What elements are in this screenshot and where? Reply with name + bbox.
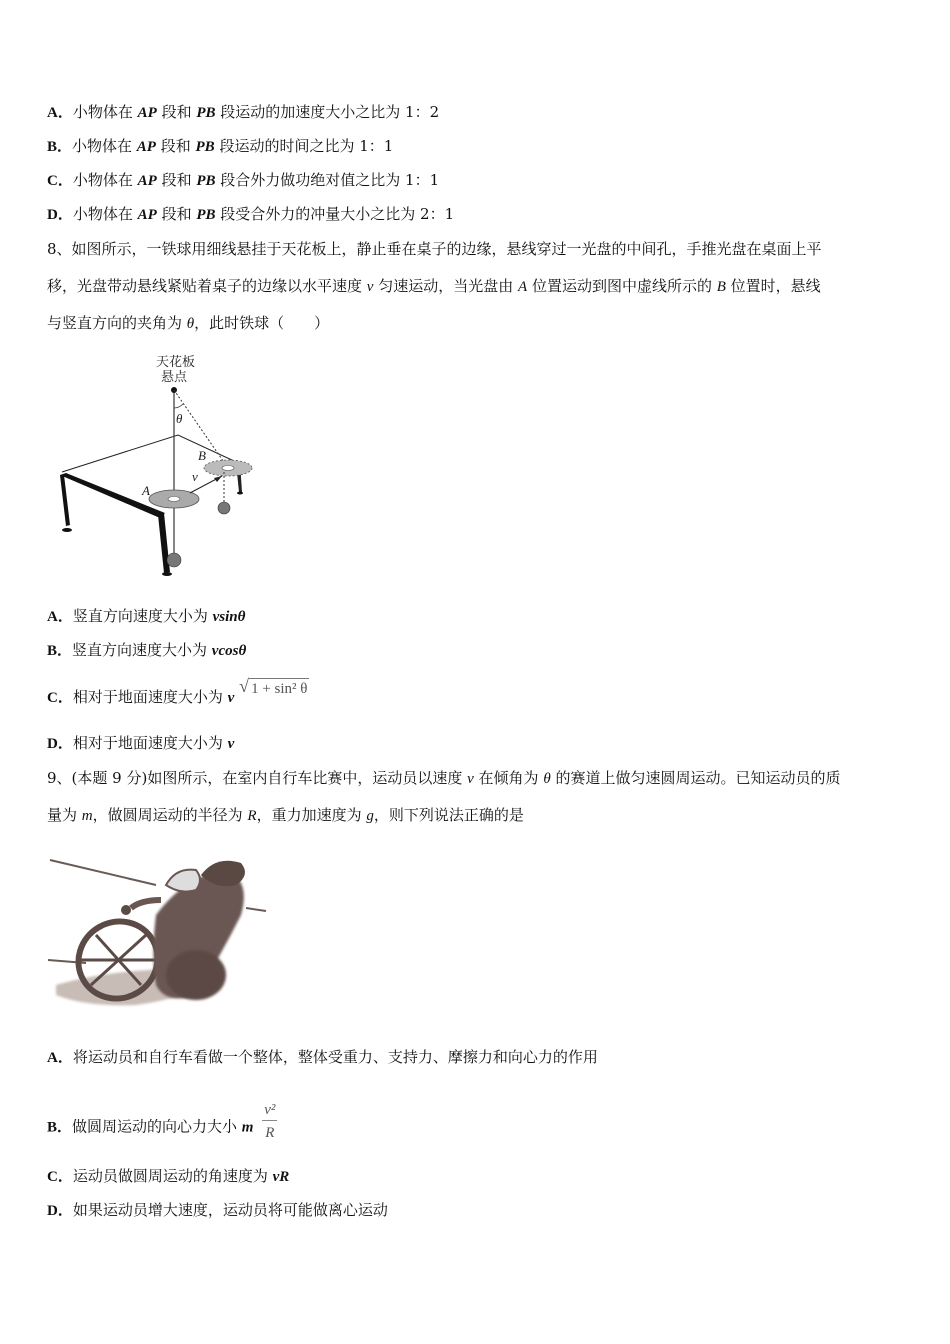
option-text: 相对于地面速度大小为 — [72, 688, 228, 706]
q7-option-b — [47, 136, 393, 157]
option-label: A． — [47, 1050, 73, 1066]
q7-option-c — [47, 170, 439, 191]
option-text: 小物体在 — [72, 205, 138, 223]
option-text: 运动员做圆周运动的角速度为 — [72, 1167, 273, 1185]
stem-text: ，则下列说法正确的是 — [373, 806, 524, 824]
option-expr: v — [227, 690, 235, 706]
stem-text: 9、(本题 9 分)如图所示，在室内自行车比赛中，运动员以速度 — [47, 769, 468, 787]
option-label: B． — [47, 139, 73, 155]
segment-ap: AP — [137, 105, 157, 121]
segment-pb: PB — [196, 207, 216, 223]
q7-option-a — [47, 102, 439, 123]
sqrt-body: 1 + sin² θ — [249, 678, 309, 699]
q9-option-c — [47, 1166, 289, 1187]
option-text: 段和 — [156, 171, 197, 189]
option-text: 段运动的时间之比为 1：1 — [214, 137, 394, 155]
q8-figure-table-pendulum — [50, 350, 270, 580]
option-expr: m — [241, 1119, 254, 1136]
option-expr: vsinθ — [212, 609, 246, 625]
radical-sign: √ — [239, 676, 249, 696]
q9-option-a — [47, 1047, 598, 1068]
q8-option-a — [47, 606, 245, 627]
var-m: m — [81, 808, 93, 824]
var-v: v — [467, 771, 474, 787]
option-text: 段和 — [155, 137, 196, 155]
option-text: 段运动的加速度大小之比为 1：2 — [215, 103, 440, 121]
var-a: A — [518, 279, 528, 295]
segment-pb: PB — [196, 105, 216, 121]
option-text: 小物体在 — [72, 171, 138, 189]
option-text: 竖直方向速度大小为 — [72, 607, 213, 625]
table-pendulum-diagram — [50, 350, 270, 580]
segment-ap: AP — [137, 207, 157, 223]
segment-pb: PB — [196, 173, 216, 189]
option-label: B． — [47, 643, 73, 659]
option-text: 段和 — [156, 205, 197, 223]
sqrt-expression — [239, 678, 309, 699]
stem-text: 匀速运动，当光盘由 — [373, 277, 518, 295]
cyclist-image — [46, 845, 271, 1010]
option-label: C． — [47, 690, 73, 706]
fraction-v2-over-r — [262, 1100, 277, 1143]
segment-ap: AP — [136, 139, 156, 155]
var-v: v — [366, 279, 374, 295]
svg-text:悬点: 悬点 — [161, 370, 188, 385]
option-label: A． — [47, 609, 73, 625]
svg-text:θ: θ — [176, 411, 183, 426]
q9-stem-line2 — [47, 805, 524, 826]
q8-stem-line3 — [47, 313, 329, 334]
var-r: R — [247, 808, 257, 824]
q8-stem-line2 — [47, 276, 821, 297]
q7-option-d — [47, 204, 454, 225]
var-theta: θ — [543, 771, 551, 787]
option-text: 段和 — [156, 103, 197, 121]
option-text: 如果运动员增大速度，运动员将可能做离心运动 — [72, 1201, 388, 1219]
var-theta: θ — [186, 316, 195, 332]
q9-option-b — [47, 1102, 277, 1149]
option-label: C． — [47, 1169, 73, 1185]
segment-ap: AP — [137, 173, 157, 189]
svg-text:天花板: 天花板 — [156, 355, 196, 370]
q8-stem-line1: 8、如图所示，一铁球用细线悬挂于天花板上，静止垂在桌子的边缘，悬线穿过一光盘的中间孔，手推光盘在桌面上平 — [47, 240, 822, 258]
option-text: 做圆周运动的向心力大小 — [72, 1117, 242, 1136]
option-text: 相对于地面速度大小为 — [72, 734, 228, 752]
q8-option-b — [47, 640, 246, 661]
option-label: C． — [47, 173, 73, 189]
stem-text: ，重力加速度为 — [256, 806, 367, 824]
stem-text: 位置时，悬线 — [725, 277, 821, 295]
option-text: 小物体在 — [72, 103, 138, 121]
option-label: B． — [47, 1119, 73, 1136]
segment-pb: PB — [195, 139, 215, 155]
fraction-denominator: R — [265, 1125, 275, 1141]
svg-text:v: v — [192, 469, 198, 484]
svg-text:B: B — [198, 448, 206, 463]
stem-text: 移，光盘带动悬线紧贴着桌子的边缘以水平速度 — [47, 277, 367, 295]
option-label: D． — [47, 207, 73, 223]
stem-text: ，做圆周运动的半径为 — [92, 806, 248, 824]
option-text: 段受合外力的冲量大小之比为 2：1 — [215, 205, 455, 223]
var-g: g — [366, 808, 374, 824]
var-b: B — [716, 279, 726, 295]
option-expr: vcosθ — [211, 643, 247, 659]
q8-option-d — [47, 733, 234, 754]
option-text: 将运动员和自行车看做一个整体，整体受重力、支持力、摩擦力和向心力的作用 — [72, 1048, 598, 1066]
option-label: D． — [47, 1203, 73, 1219]
stem-text: 在倾角为 — [473, 769, 544, 787]
q8-option-c — [47, 676, 309, 708]
option-label: A． — [47, 105, 73, 121]
q9-stem-line1 — [47, 768, 840, 789]
option-label: D． — [47, 736, 73, 752]
fraction-numerator: v² — [262, 1100, 277, 1121]
option-expr: v — [227, 736, 235, 752]
stem-text: 与竖直方向的夹角为 — [47, 314, 187, 332]
stem-text: 位置运动到图中虚线所示的 — [527, 277, 717, 295]
stem-text: 的赛道上做匀速圆周运动。已知运动员的质 — [550, 769, 841, 787]
option-text: 段合外力做功绝对值之比为 1：1 — [215, 171, 440, 189]
svg-text:A: A — [142, 483, 150, 498]
option-text: 竖直方向速度大小为 — [72, 641, 212, 659]
stem-text: 量为 — [47, 806, 82, 824]
option-text: 小物体在 — [72, 137, 137, 155]
option-expr: vR — [272, 1169, 290, 1185]
q9-option-d — [47, 1200, 388, 1221]
stem-text: ，此时铁球（ ） — [194, 314, 330, 332]
q9-figure-cyclist-photo — [46, 845, 271, 1010]
